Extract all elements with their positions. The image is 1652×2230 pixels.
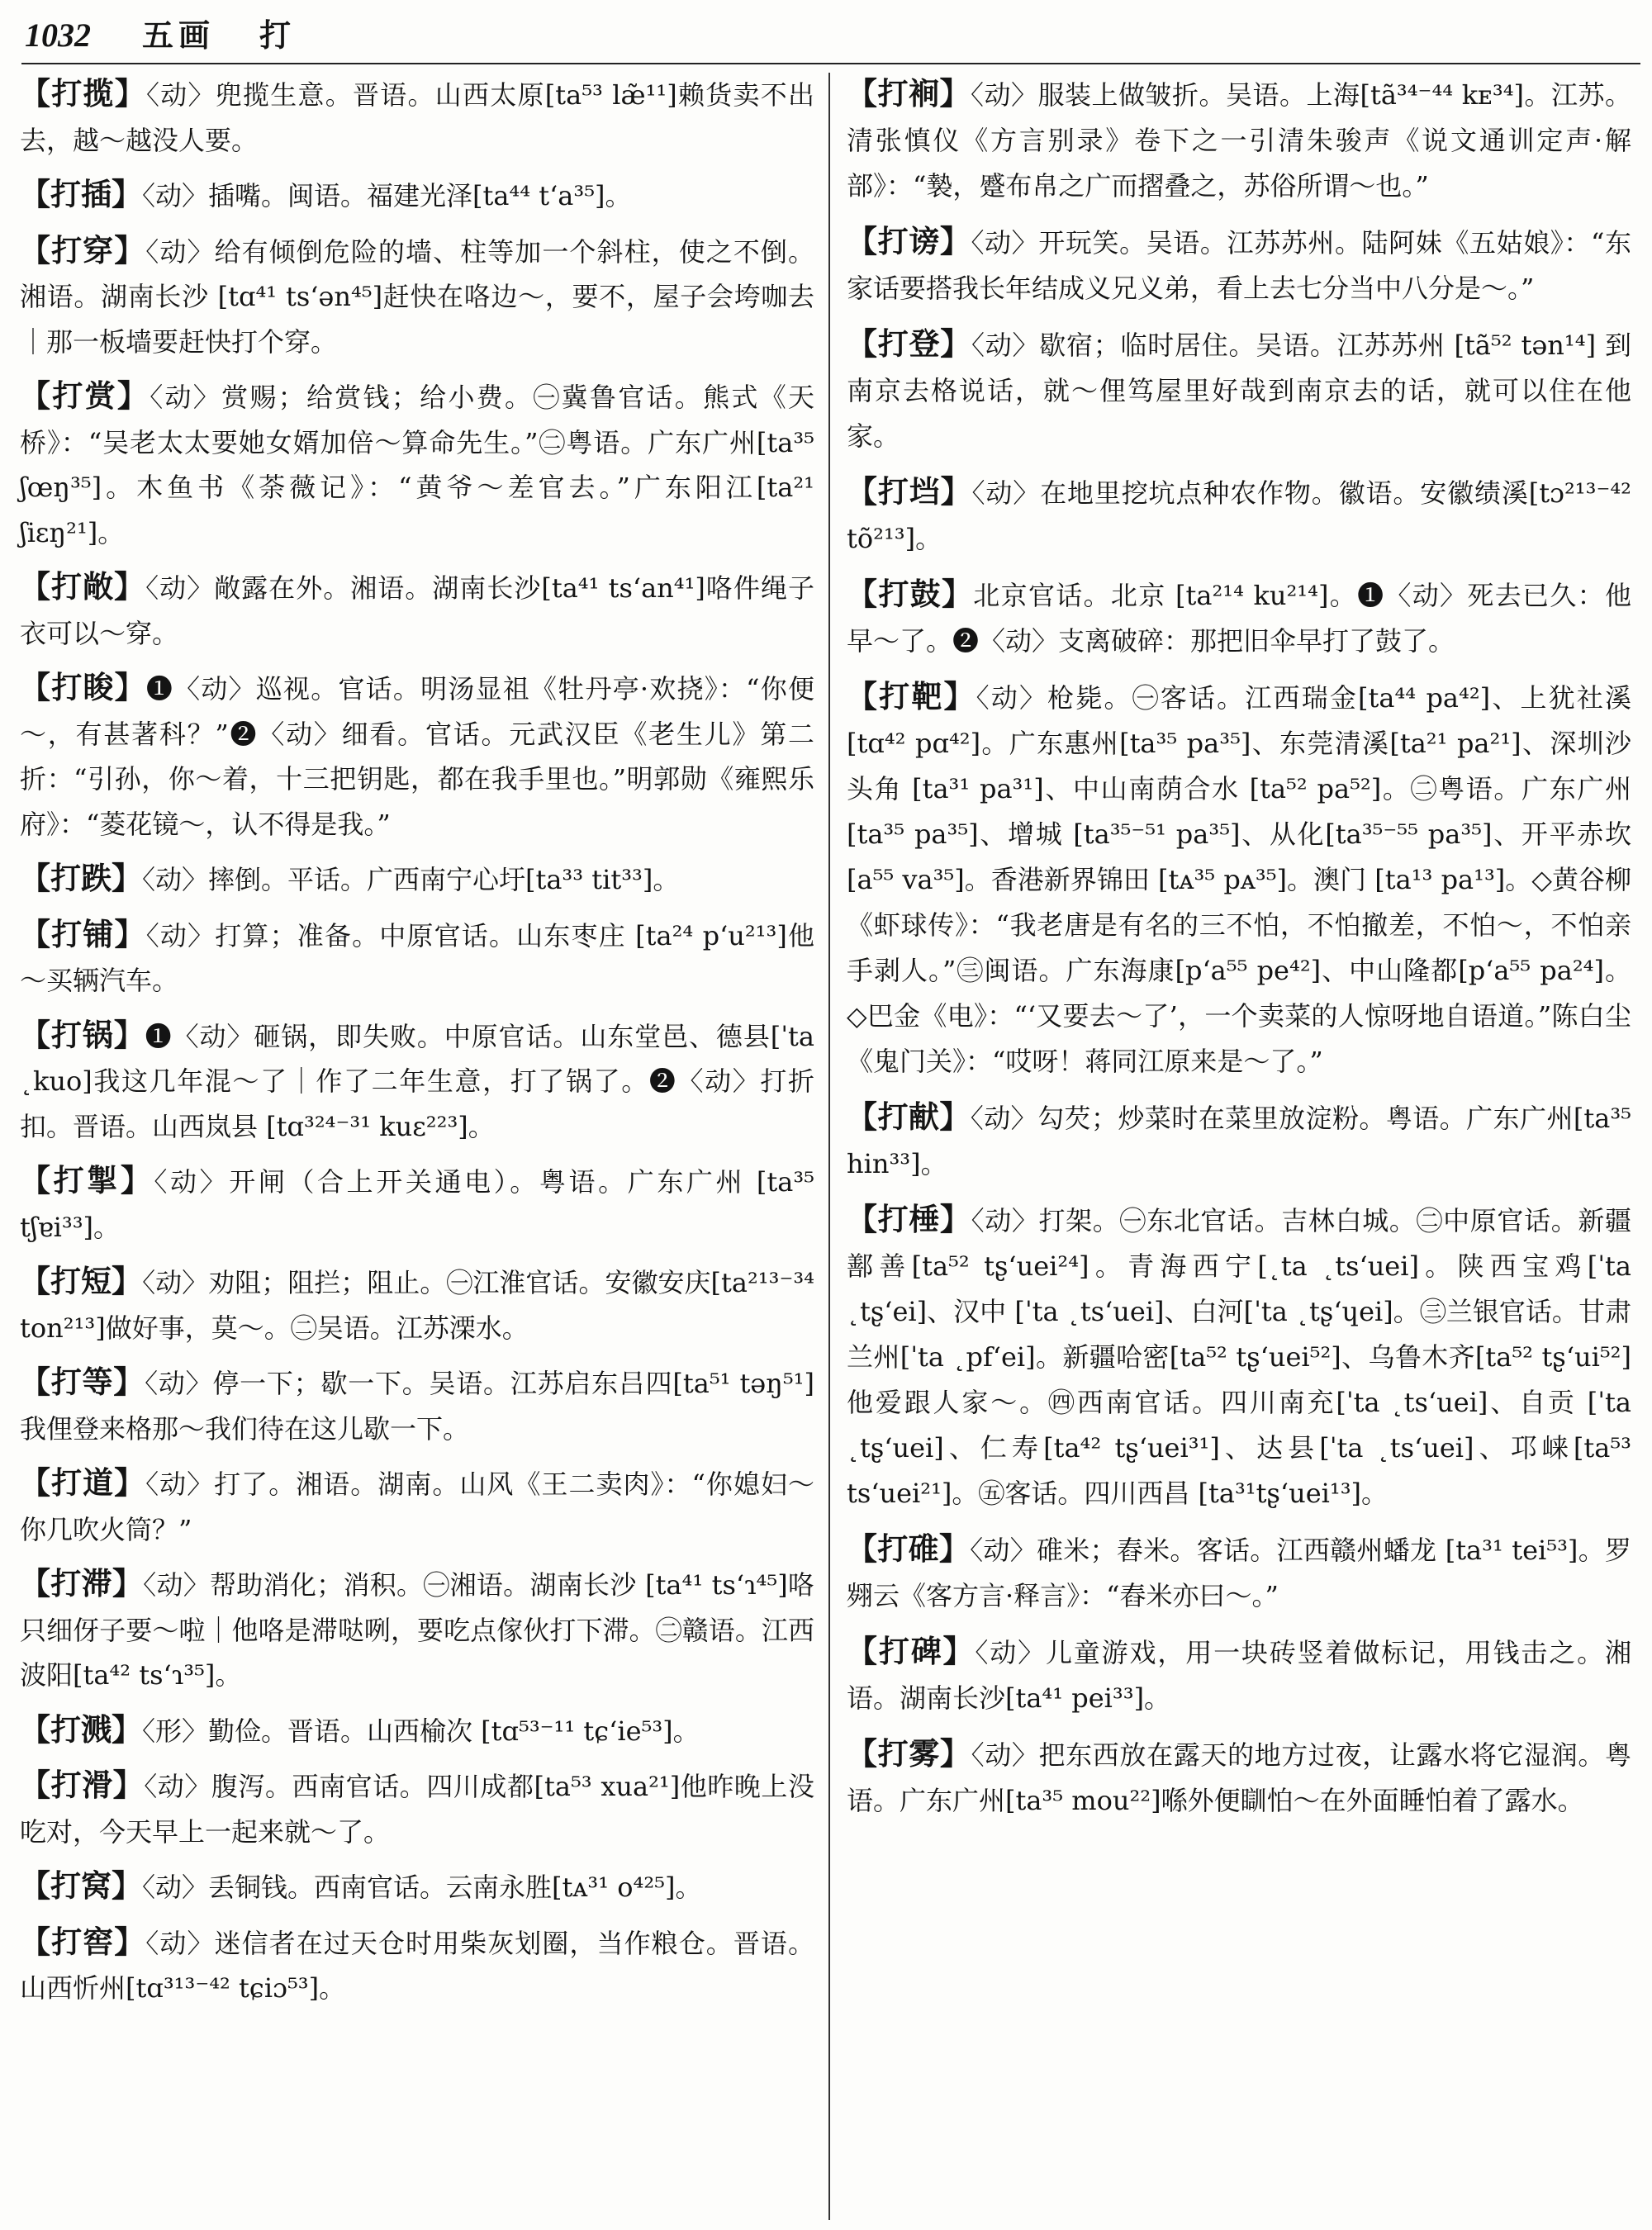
entry-headword: 【打碓】 [847, 1530, 971, 1567]
dictionary-entry [20, 564, 814, 656]
entry-definition: 〈动〉帮助消化；消积。㊀湘语。湖南长沙 [ta⁴¹ tsʻɿ⁴⁵]咯只细伢子要～啦｜他咯是滞哒咧，要吃点傢伙打下滞。㊁赣语。江西波阳[ta⁴² tsʻɿ³⁵]。 [20, 1569, 814, 1691]
entry-definition: 〈动〉枪毙。㊀客话。江西瑞金[ta⁴⁴ pa⁴²]、上犹社溪[tɑ⁴² pɑ⁴²]。广东惠州[ta³⁵ pa³⁵]、东莞清溪[ta²¹ pa²¹]、深圳沙头角 [ta³¹ pa³¹]、中山南荫合水 [ta⁵² pa⁵²]。㊁粤语。广东广州 [ta³⁵ pa³⁵]、增城 [ta³⁵⁻⁵¹ pa³⁵]、从化[ta³⁵⁻⁵⁵ pa³⁵]、开平赤坎 [a⁵⁵ va³⁵]。香港新界锦田 [tᴀ³⁵ pᴀ³⁵]。澳门 [ta¹³ pa¹³]。◇黄谷柳《虾球传》：“我老唐是有名的三不怕，不怕撤差，不怕～，不怕亲手剥人。”㊂闽语。广东海康[pʻa⁵⁵ pe⁴²]、中山隆都[pʻa⁵⁵ pa²⁴]。◇巴金《电》：“‘又要去～了’，一个卖菜的人惊呀地自语道。”陈白尘《鬼门关》：“哎呀！蒋同江原来是～了。” [847, 682, 1631, 1077]
dictionary-entry [20, 1919, 814, 2011]
entry-headword: 【打滞】 [20, 1565, 144, 1601]
entry-definition: 〈动〉服装上做皱折。吴语。上海[tã³⁴⁻⁴⁴ kᴇ³⁴]。江苏。清张慎仪《方言别录》卷下之一引清朱骏声《说文通训定声·解部》：“褺，蹙布帛之广而摺叠之，苏俗所谓～也。” [847, 79, 1631, 202]
dictionary-entry [20, 1013, 814, 1150]
entry-headword: 【打道】 [20, 1464, 146, 1501]
entry-headword: 【打棰】 [847, 1201, 971, 1237]
dictionary-entry [847, 1094, 1631, 1187]
left-column [20, 71, 814, 2020]
entry-headword: 【打雾】 [847, 1735, 971, 1772]
dictionary-entry [20, 912, 814, 1004]
dictionary-entry [20, 1158, 814, 1250]
entry-definition: 〈动〉丢铜钱。西南官话。云南永胜[tᴀ³¹ o⁴²⁵]。 [142, 1872, 702, 1903]
entry-headword: 【打窝】 [20, 1867, 142, 1904]
page-header [25, 10, 1644, 61]
dictionary-entry [20, 1259, 814, 1350]
entry-headword: 【打靶】 [847, 678, 976, 714]
dictionary-entry [847, 674, 1631, 1084]
entry-definition: 〈动〉打算；准备。中原官话。山东枣庄 [ta²⁴ pʻu²¹³]他～买辆汽车。 [20, 919, 814, 996]
entry-headword: 【打短】 [20, 1263, 143, 1299]
entry-headword: 【打赏】 [20, 377, 150, 414]
dictionary-entry [20, 1359, 814, 1451]
entry-headword: 【打溅】 [20, 1710, 142, 1748]
dictionary-entry [847, 469, 1631, 562]
section-label: 五画 [142, 17, 216, 54]
dictionary-entry [847, 219, 1631, 311]
entry-headword: 【打掣】 [20, 1162, 154, 1198]
entry-headword: 【打穿】 [20, 231, 146, 268]
dictionary-entry [20, 228, 814, 365]
entry-headword: 【打揽】 [20, 75, 147, 112]
entry-headword: 【打铺】 [20, 915, 146, 952]
entry-headword: 【打锅】 [20, 1016, 145, 1053]
entry-definition: 〈动〉儿童游戏，用一块砖竖着做标记，用钱击之。湘语。湖南长沙[ta⁴¹ pei³³]。 [847, 1637, 1631, 1714]
entry-headword: 【打裥】 [847, 75, 971, 112]
dictionary-entry [20, 1863, 814, 1910]
dictionary-entry [20, 1561, 814, 1698]
entry-definition: 〈动〉兜揽生意。晋语。山西太原[ta⁵³ læ̃¹¹]赖货卖不出去，越～越没人要。 [20, 79, 814, 156]
right-column [847, 71, 1631, 1834]
entry-definition: 〈动〉迷信者在过天仓时用柴灰划圈，当作粮仓。晋语。山西忻州[tɑ³¹³⁻⁴² tɕiɔ⁵³]。 [20, 1927, 814, 2004]
entry-headword: 【打登】 [847, 325, 972, 362]
header-rule [21, 63, 1640, 64]
entry-headword: 【打碑】 [847, 1633, 976, 1669]
entry-definition: 〈动〉给有倾倒危险的墙、柱等加一个斜柱，使之不倒。湘语。湖南长沙 [tɑ⁴¹ tsʻən⁴⁵]赶快在咯边～，要不，屋子会垮咖去｜那一板墙要赶快打个穿。 [20, 235, 814, 358]
dictionary-entry [847, 1526, 1631, 1619]
dictionary-entry [20, 172, 814, 219]
entry-definition: 〈动〉开玩笑。吴语。江苏苏州。陆阿妹《五姑娘》：“东家话要搭我长年结成义兄义弟，看上去七分当中八分是～。” [847, 227, 1631, 304]
dictionary-entry [20, 1763, 814, 1854]
entry-definition: 〈动〉赏赐；给赏钱；给小费。㊀冀鲁官话。熊式《天桥》：“吴老太太要她女婿加倍～算命先生。”㊁粤语。广东广州[ta³⁵ ʃœŋ³⁵]。木鱼书《荼薇记》：“黄爷～差官去。”广东阳江[ta²¹ ʃiɛŋ²¹]。 [20, 382, 814, 548]
entry-definition: ❶〈动〉砸锅，即失败。中原官话。山东堂邑、德县[ˈta ˛kuo]我这几年混～了｜作了二年生意，打了锅了。❷〈动〉打折扣。晋语。山西岚县 [tɑ³²⁴⁻³¹ kuɛ²²³]。 [20, 1020, 814, 1142]
dictionary-entry [847, 572, 1631, 664]
entry-definition: 〈动〉插嘴。闽语。福建光泽[ta⁴⁴ tʻa³⁵]。 [142, 180, 632, 211]
entry-definition: 〈动〉开闸（合上开关通电）。粤语。广东广州 [ta³⁵ tʃɐi³³]。 [20, 1166, 814, 1243]
entry-headword: 【打等】 [20, 1364, 145, 1400]
entry-headword: 【打窖】 [20, 1923, 146, 1960]
dictionary-entry [20, 1707, 814, 1754]
entry-definition: 〈形〉勤俭。晋语。山西榆次 [tɑ⁵³⁻¹¹ tɕʻie⁵³]。 [142, 1715, 700, 1747]
entry-definition: 〈动〉歇宿；临时居住。吴语。江苏苏州 [tã⁵² tən¹⁴] 到南京去格说话，就～俚笃屋里好哉到南京去的话，就可以住在他家。 [847, 330, 1631, 452]
entry-definition: 北京官话。北京 [ta²¹⁴ ku²¹⁴]。❶〈动〉死去已久：他早～了。❷〈动〉支离破碎：那把旧伞早打了鼓了。 [847, 580, 1631, 657]
entry-headword: 【打鼓】 [847, 576, 974, 612]
dictionary-entry [20, 665, 814, 847]
dictionary-entry [847, 71, 1631, 209]
entry-headword: 【打献】 [847, 1098, 971, 1135]
entry-definition: ❶〈动〉巡视。官话。明汤显祖《牡丹亭·欢挠》：“你便～，有甚著科？”❷〈动〉细看。官话。元武汉臣《老生儿》第二折：“引孙，你～着，十三把钥匙，都在我手里也。”明郭勋《雍熙乐府》：“菱花镜～，认不得是我。” [20, 673, 814, 840]
entry-headword: 【打垱】 [847, 473, 972, 510]
column-divider [828, 73, 830, 2220]
dictionary-entry [847, 1197, 1631, 1516]
dictionary-entry [847, 1629, 1631, 1721]
entry-definition: 〈动〉打了。湘语。湖南。山风《王二卖肉》：“你媳妇～你几吹火筒？” [20, 1468, 814, 1545]
dictionary-entry [847, 1731, 1631, 1824]
entry-definition: 〈动〉把东西放在露天的地方过夜，让露水将它湿润。粤语。广东广州[ta³⁵ mou²²]喺外便瞓怕～在外面睡怕着了露水。 [847, 1739, 1631, 1816]
entry-definition: 〈动〉摔倒。平话。广西南宁心圩[ta³³ tit³³]。 [142, 864, 680, 895]
header-character: 打 [259, 17, 292, 54]
entry-definition: 〈动〉劝阻；阻拦；阻止。㊀江淮官话。安徽安庆[ta²¹³⁻³⁴ ton²¹³]做好事，莫～。㊁吴语。江苏溧水。 [20, 1267, 814, 1344]
dictionary-entry [20, 71, 814, 163]
dictionary-entry [20, 856, 814, 903]
page-number: 1032 [25, 17, 91, 54]
entry-definition: 〈动〉停一下；歇一下。吴语。江苏启东吕四[ta⁵¹ təŋ⁵¹]我俚登来格那～我们待在这儿歇一下。 [20, 1368, 814, 1445]
entry-definition: 〈动〉碓米；舂米。客话。江西赣州蟠龙 [ta³¹ tei⁵³]。罗翙云《客方言·释言》：“舂米亦曰～。” [847, 1535, 1631, 1611]
entry-definition: 〈动〉勾芡；炒菜时在菜里放淀粉。粤语。广东广州[ta³⁵ hin³³]。 [847, 1103, 1631, 1179]
entry-definition: 〈动〉敞露在外。湘语。湖南长沙[ta⁴¹ tsʻan⁴¹]咯件绳子衣可以～穿。 [20, 572, 814, 649]
entry-definition: 〈动〉在地里挖坑点种农作物。徽语。安徽绩溪[tɔ²¹³⁻⁴² tõ²¹³]。 [847, 477, 1632, 554]
entry-headword: 【打敞】 [20, 568, 146, 605]
entry-definition: 〈动〉腹泻。西南官话。四川成都[ta⁵³ xua²¹]他昨晚上没吃对，今天早上一起来就～了。 [20, 1771, 814, 1848]
dictionary-entry [20, 1460, 814, 1552]
entry-headword: 【打插】 [20, 176, 142, 212]
entry-headword: 【打睃】 [20, 669, 146, 705]
entry-definition: 〈动〉打架。㊀东北官话。吉林白城。㊁中原官话。新疆鄯善[ta⁵² tʂʻuei²⁴]。青海西宁[˛ta ˛tsʻuei]。陕西宝鸡[ˈta ˛tʂʻei]、汉中 [ˈta ˛tsʻuei]、白河[ˈta ˛tʂʻɥei]。㊂兰银官话。甘肃兰州[ˈta ˛pfʻei]。新疆哈密[ta⁵² tʂʻuei⁵²]、乌鲁木齐[ta⁵² tʂʻui⁵²]他爱跟人家～。㊃西南官话。四川南充[ˈta ˛tsʻuei]、自贡 [ˈta ˛tʂʻuei]、仁寿[ta⁴² tʂʻuei³¹]、达县[ˈta ˛tsʻuei]、邛崃[ta⁵³ tsʻuei²¹]。㊄客话。四川西昌 [ta³¹tʂʻuei¹³]。 [847, 1205, 1631, 1509]
entry-headword: 【打滑】 [20, 1767, 145, 1803]
dictionary-entry [847, 321, 1631, 459]
dictionary-entry [20, 373, 814, 555]
entry-headword: 【打谤】 [847, 223, 971, 259]
entry-headword: 【打跌】 [20, 860, 142, 896]
